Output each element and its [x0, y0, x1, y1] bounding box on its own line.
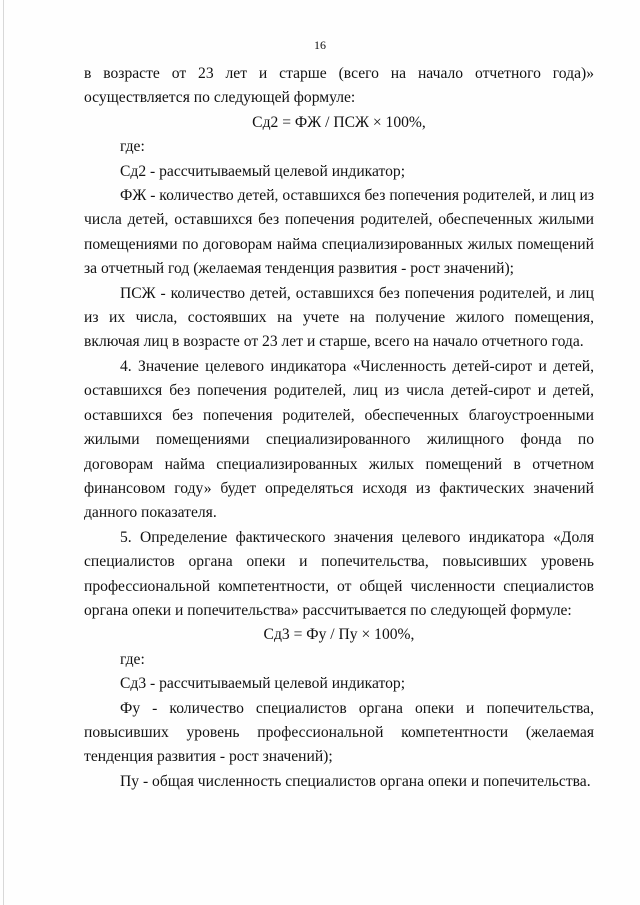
definition-fu: Фу - количество специалистов органа опеки и попечительства, повысивших уровень профессиональной компетентности (желаемая тенденция развития - рост значений); [84, 699, 594, 766]
definition-pszh: ПСЖ - количество детей, оставшихся без попечения родителей, и лиц из их числа, состоявших на учете на получение жилого помещения, включая лиц в возрасте от 23 лет и старше, всего на начало отчетного года. [84, 284, 594, 351]
where-label: где: [120, 138, 145, 156]
definition-sd2: Сд2 - рассчитываемый целевой индикатор; [120, 162, 406, 180]
paragraph-item-5: 5. Определение фактического значения целевого индикатора «Доля специалистов органа опеки и попечительства, повысивших уровень профессиональной компетентности, от общей численности специалистов органа опеки и попечительства» рассчитывается по следующей формуле: [84, 528, 594, 619]
formula-sd2: Сд2 = ФЖ / ПСЖ × 100%, [252, 113, 426, 131]
scan-edge [3, 0, 4, 905]
paragraph-continuation: в возрасте от 23 лет и старше (всего на начало отчетного года)» осуществляется по следующей формуле: [84, 65, 594, 107]
page-number: 16 [314, 38, 326, 52]
definition-pu: Пу - общая численность специалистов органа опеки и попечительства. [120, 772, 591, 790]
definition-fzh: ФЖ - количество детей, оставшихся без попечения родителей, и лиц из числа детей, оставшихся без попечения родителей, обеспеченных жилыми помещениями по договорам найма специализированных жилых помещений за отчетный год (желаемая тенденция развития - рост значений); [84, 187, 595, 278]
definition-sd3: Сд3 - рассчитываемый целевой индикатор; [120, 675, 406, 693]
paragraph-item-4: 4. Значение целевого индикатора «Численность детей-сирот и детей, оставшихся без попечения родителей, лиц из числа детей-сирот и детей, оставшихся без попечения родителей, обеспеченных благоустроенными жилыми помещениями специализированного жилищного фонда по договорам найма специализированных жилых помещений в отчетном финансовом году» будет определяться исходя из фактических значений данного показателя. [84, 357, 594, 522]
body-text [84, 62, 594, 794]
formula-sd3: Сд3 = Фу / Пу × 100%, [263, 626, 415, 644]
where-label-2: где: [120, 650, 145, 668]
